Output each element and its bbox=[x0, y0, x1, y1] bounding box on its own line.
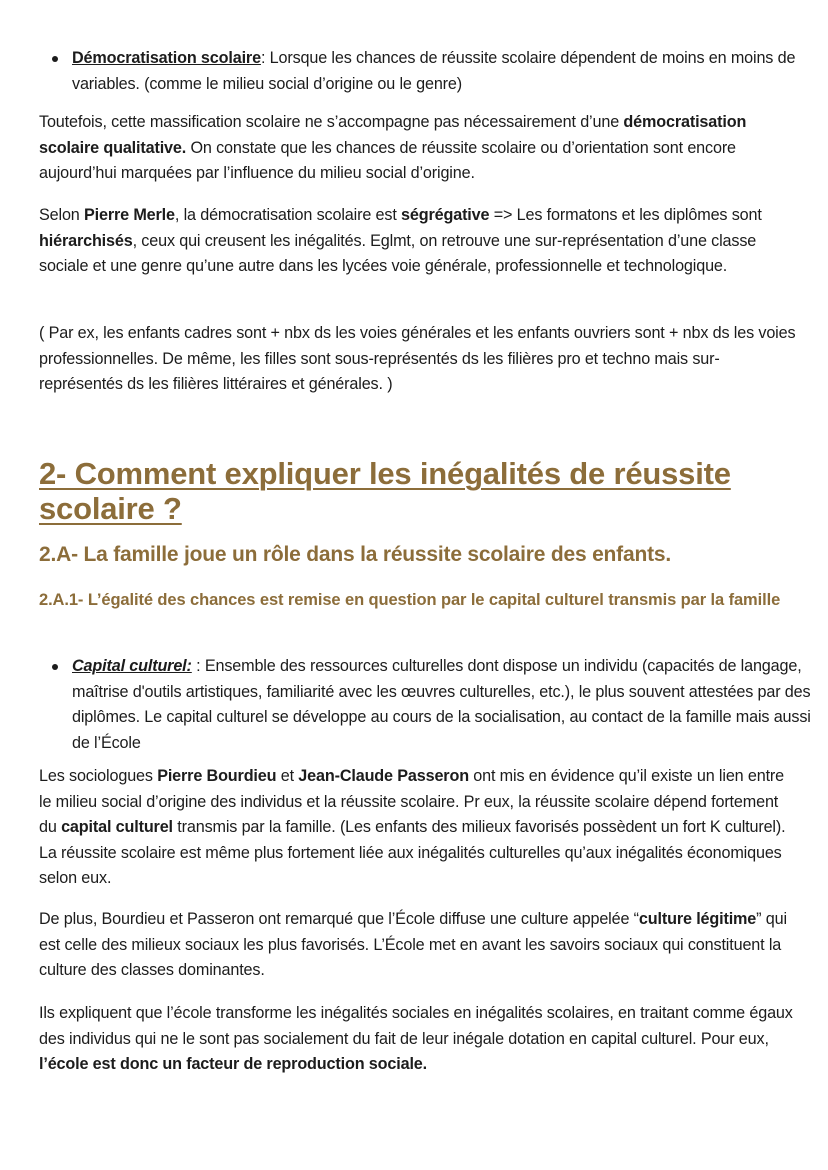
text: ont mis en évidence qu’il existe un lien entre le milieu social d’origine des individus et la réussite scolaire. Pr eux, la réussite scolaire dépend fortement du bbox=[39, 767, 785, 836]
bullet-icon bbox=[52, 664, 58, 670]
paragraph-merle bbox=[39, 203, 787, 280]
bold-text: démocratisation scolaire qualitative. bbox=[39, 113, 747, 157]
definition-text: : Ensemble des ressources culturelles dont dispose un individu (capacités de langage, maîtrise d'outils artistiques, familiarité avec les œuvres culturelles, etc.), le plus souvent attestées par des diplômes. Le capital culturel se développe au cours de la socialisation, au contact de la famille mais aussi de l’École bbox=[72, 657, 811, 752]
text: De plus, Bourdieu et Passeron ont remarqué que l’École diffuse une culture appelée “ bbox=[39, 910, 639, 928]
paragraph-reproduction bbox=[39, 1001, 794, 1078]
text: et bbox=[276, 767, 299, 785]
bold-text: Pierre Merle bbox=[84, 206, 175, 224]
text: On constate que les chances de réussite scolaire ou d’orientation sont encore aujourd’hui marquées par l’influence du milieu social d’origine. bbox=[39, 138, 736, 182]
paragraph-toutefois bbox=[39, 110, 794, 187]
bold-text: ségrégative bbox=[401, 206, 490, 224]
term-capital-culturel: Capital culturel: bbox=[72, 657, 192, 675]
text: ” qui est celle des milieux sociaux les plus favorisés. L’École met en avant les savoirs sociaux qui constituent la culture des classes dominantes. bbox=[39, 910, 787, 979]
text: Les sociologues bbox=[39, 767, 158, 785]
bold-text: culture légitime bbox=[638, 910, 757, 928]
heading-section-2A1: 2.A.1- L’égalité des chances est remise en question par le capital culturel transmis par la famille bbox=[39, 591, 781, 609]
bold-text: hiérarchisés bbox=[39, 231, 133, 250]
bullet-capital-culturel bbox=[39, 654, 828, 756]
bold-text: Jean-Claude Passeron bbox=[298, 767, 469, 785]
heading-section-2A: 2.A- La famille joue un rôle dans la réussite scolaire des enfants. bbox=[39, 543, 671, 566]
paragraph-bourdieu bbox=[39, 764, 799, 892]
bold-text: l’école est donc un facteur de reproduction sociale. bbox=[39, 1055, 427, 1073]
bullet-icon bbox=[52, 56, 58, 62]
text: Toutefois, cette massification scolaire ne s’accompagne pas nécessairement d’une bbox=[39, 113, 624, 131]
text: transmis par la famille. (Les enfants des milieux favorisés possèdent un fort K culturel). La réussite scolaire est même plus fortement liée aux inégalités culturelles qu’aux inégalités économiques selon eux. bbox=[39, 818, 786, 887]
paragraph-culture-legitime bbox=[39, 907, 794, 984]
heading-section-2: 2- Comment expliquer les inégalités de réussite scolaire ? bbox=[39, 456, 731, 526]
text: Selon bbox=[39, 206, 84, 224]
text: Ils expliquent que l’école transforme les inégalités sociales en inégalités scolaires, en traitant comme égaux des individus qui ne le sont pas socialement du fait de leur inégale dotation en capital culturel. Pour eux, bbox=[39, 1004, 793, 1048]
text: , la démocratisation scolaire est bbox=[174, 206, 402, 224]
text: , ceux qui creusent les inégalités. Eglmt, on retrouve une sur-représentation d’une classe sociale et une genre qu’une autre dans les lycées voie générale, professionnelle et technologique. bbox=[39, 231, 757, 275]
paragraph-exemple: ( Par ex, les enfants cadres sont + nbx ds les voies générales et les enfants ouvriers sont + nbx ds les voies professionnelles. De même, les filles sont sous-représentés ds les filières pro et techno mais sur-représentés ds les filières littéraires et générales. ) bbox=[39, 324, 796, 393]
bold-text: capital culturel bbox=[61, 818, 173, 836]
term-democratisation: Démocratisation scolaire bbox=[72, 49, 261, 67]
bold-text: Pierre Bourdieu bbox=[157, 767, 277, 785]
definition-text: : Lorsque les chances de réussite scolaire dépendent de moins en moins de variables. (comme le milieu social d’origine ou le genre) bbox=[72, 49, 796, 93]
text: => Les formatons et les diplômes sont bbox=[489, 206, 762, 224]
bullet-democratisation bbox=[39, 46, 822, 97]
